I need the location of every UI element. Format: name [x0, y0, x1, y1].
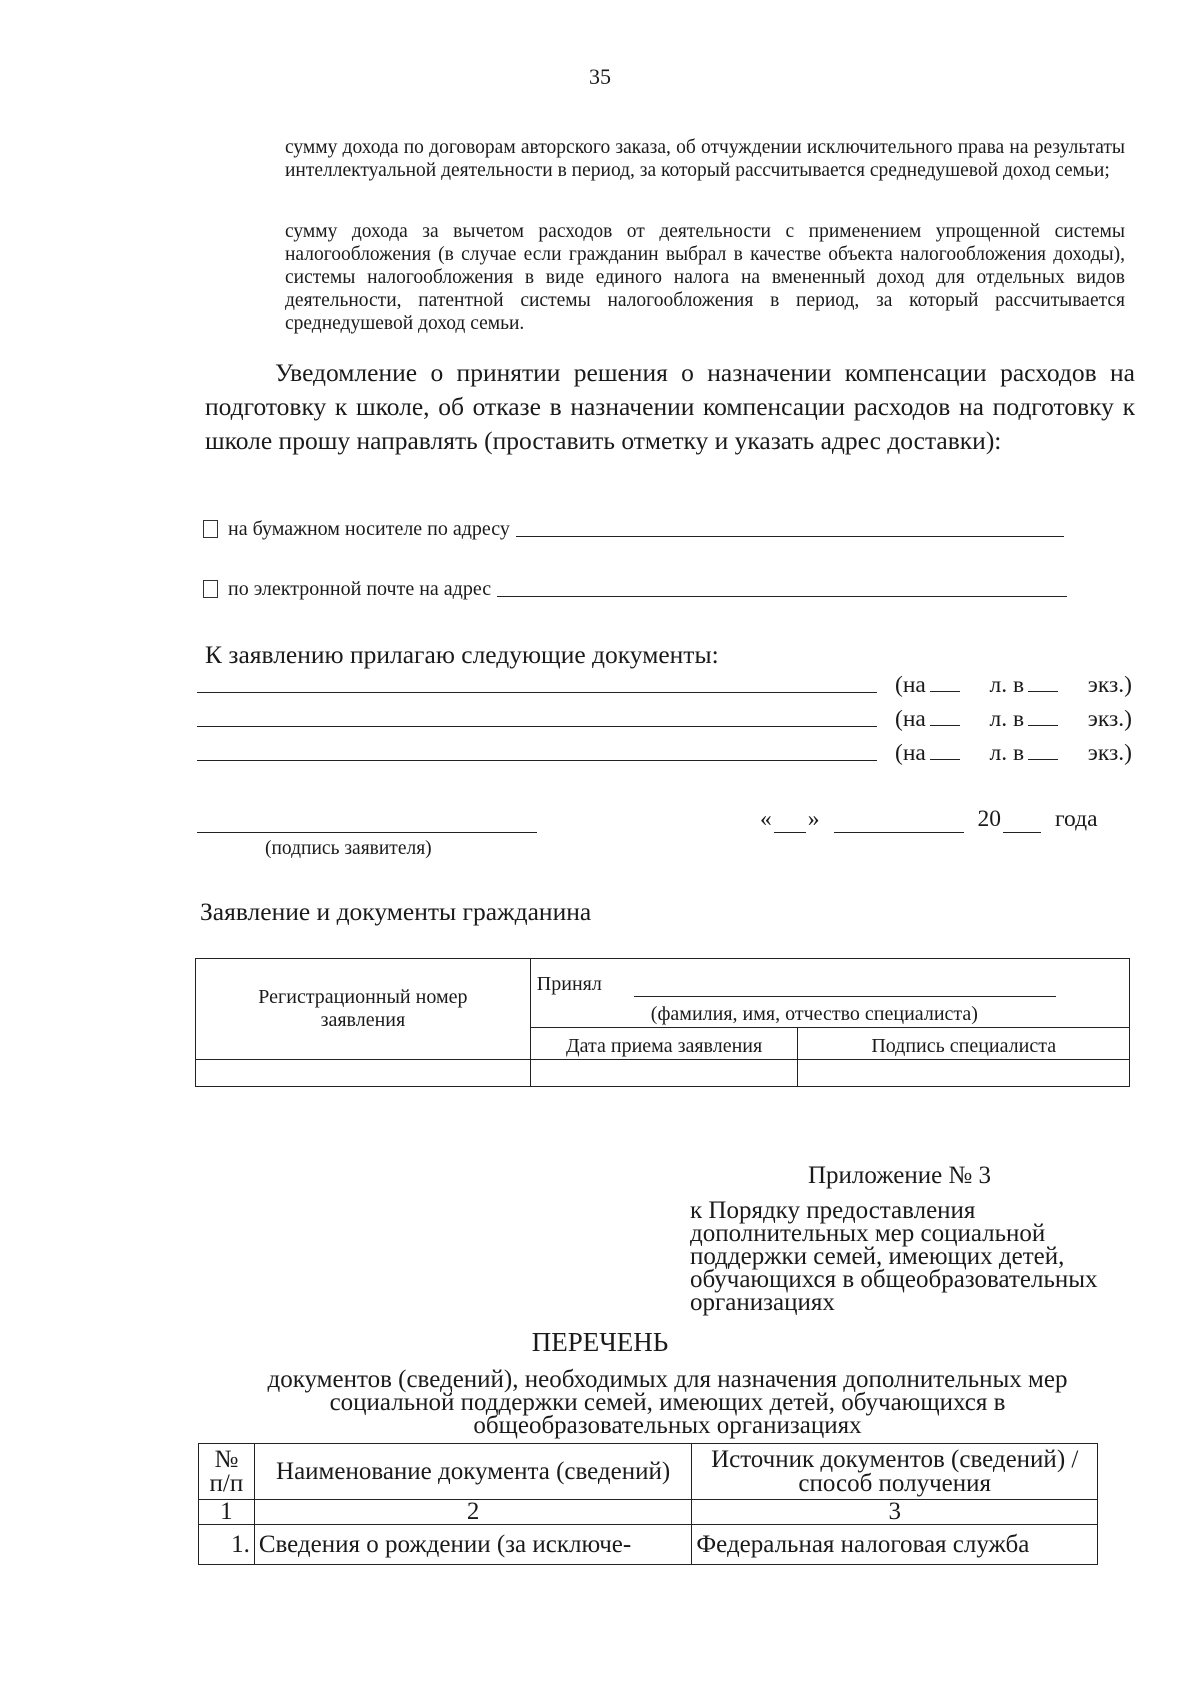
- appendix-block: [690, 1164, 1150, 1314]
- notification-paragraph: [205, 356, 1135, 458]
- row-document-name: Сведения о рождении (за исключе-: [254, 1525, 692, 1565]
- notification-text: Уведомление о принятии решения о назначении компенсации расходов на подготовку к школе, об отказе в назначении компенсации расходов на подготовку к школе прошу направлять (проставить отметку и указать адрес доставки):: [205, 358, 1135, 455]
- attachments-heading: К заявлению прилагаю следующие документы:: [205, 640, 719, 669]
- date-year-suffix: года: [1055, 806, 1098, 832]
- email-delivery-label: по электронной почте на адрес: [228, 578, 492, 600]
- document-list-subtitle: документов (сведений), необходимых для назначения дополнительных мер социальной поддержки семей, имеющих детей, обучающихся в общеобразовательных организациях: [267, 1366, 1068, 1439]
- attachment-document-field[interactable]: [197, 691, 877, 693]
- page-number: 35: [589, 64, 611, 89]
- paper-address-field[interactable]: [516, 535, 1064, 537]
- specialist-signature-value[interactable]: [798, 1060, 1130, 1087]
- attachment-copies-field[interactable]: [1028, 741, 1058, 760]
- attachment-copies-label: экз.): [1087, 706, 1132, 732]
- date-quote-close: »: [807, 806, 820, 832]
- reg-number-label: Регистрационный номер заявления: [258, 986, 468, 1031]
- email-address-field[interactable]: [497, 595, 1067, 597]
- reg-number-header: [196, 959, 531, 1060]
- accepted-label: Принял: [536, 973, 602, 995]
- delivery-option-email: [203, 578, 1067, 601]
- applicant-signature-field[interactable]: [197, 832, 537, 833]
- date-row: [760, 806, 1098, 833]
- date-year-field[interactable]: [1003, 812, 1041, 833]
- attachment-pages-field[interactable]: [930, 741, 960, 760]
- attachment-row: [197, 740, 1132, 767]
- income-item-text: сумму дохода за вычетом расходов от деятельности с применением упрощенной системы налогообложения (в случае если гражданин выбрал в качестве объекта налогообложения доходы), системы налогообложения в виде единого налога на вмененный доход для отдельных видов деятельности, патентной системы налогообложения в период, за который рассчитывается среднедушевой доход семьи.: [285, 221, 1125, 334]
- attachment-copies-field[interactable]: [1028, 707, 1058, 726]
- column-header-number: № п/п: [199, 1444, 255, 1500]
- column-number: 1: [199, 1500, 255, 1525]
- attachment-pages-field[interactable]: [930, 707, 960, 726]
- date-received-header: [530, 1028, 798, 1060]
- attachment-open: (на: [895, 672, 926, 698]
- attachment-copies-field[interactable]: [1028, 673, 1058, 692]
- attachment-pages-label: л. в: [989, 740, 1025, 766]
- date-day-field[interactable]: [774, 812, 806, 833]
- accepted-cell: [530, 959, 1129, 1028]
- delivery-option-paper: [203, 518, 1064, 541]
- applicant-signature-caption: (подпись заявителя): [265, 838, 432, 859]
- registration-table: [195, 958, 1130, 1087]
- income-item-2: [285, 220, 1125, 335]
- appendix-subtitle: к Порядку предоставления дополнительных мер социальной поддержки семей, имеющих детей, обучающихся в общеобразовательных организациях: [690, 1197, 1098, 1316]
- date-month-field[interactable]: [834, 812, 964, 833]
- date-quote-open: «: [760, 806, 772, 832]
- attachment-pages-label: л. в: [989, 672, 1025, 698]
- attachment-row: [197, 706, 1132, 733]
- document-list-table: [198, 1443, 1098, 1565]
- paper-delivery-label: на бумажном носителе по адресу: [228, 518, 510, 540]
- attachment-row: [197, 672, 1132, 699]
- attachment-open: (на: [895, 740, 926, 766]
- date-received-label: Дата приема заявления: [566, 1035, 763, 1057]
- attachment-pages-field[interactable]: [930, 673, 960, 692]
- date-year-prefix: 20: [977, 806, 1001, 832]
- attachment-document-field[interactable]: [197, 759, 877, 761]
- date-received-value[interactable]: [530, 1060, 798, 1087]
- citizen-docs-heading: Заявление и документы гражданина: [200, 897, 592, 926]
- specialist-signature-label: Подпись специалиста: [871, 1035, 1057, 1057]
- row-number: 1.: [199, 1525, 255, 1565]
- email-delivery-checkbox[interactable]: [203, 580, 218, 598]
- specialist-signature-header: [798, 1028, 1130, 1060]
- attachment-open: (на: [895, 706, 926, 732]
- specialist-name-caption: (фамилия, имя, отчество специалиста): [650, 1003, 978, 1025]
- income-item-text: сумму дохода по договорам авторского заказа, об отчуждении исключительного права на результаты интеллектуальной деятельности в период, за который рассчитывается среднедушевой доход семьи;: [285, 137, 1125, 181]
- reg-number-value[interactable]: [196, 1060, 531, 1087]
- column-header-source: Источник документов (сведений) / способ получения: [692, 1444, 1098, 1500]
- column-header-name: Наименование документа (сведений): [254, 1444, 692, 1500]
- attachment-copies-label: экз.): [1087, 672, 1132, 698]
- paper-delivery-checkbox[interactable]: [203, 520, 218, 538]
- income-item-1: [285, 136, 1125, 182]
- document-list-title: ПЕРЕЧЕНЬ: [531, 1327, 669, 1357]
- attachment-copies-label: экз.): [1087, 740, 1132, 766]
- attachment-document-field[interactable]: [197, 725, 877, 727]
- column-number: 2: [254, 1500, 692, 1525]
- column-number: 3: [692, 1500, 1098, 1525]
- attachment-pages-label: л. в: [989, 706, 1025, 732]
- table-row: [199, 1525, 1098, 1565]
- row-document-source: Федеральная налоговая служба: [692, 1525, 1098, 1565]
- specialist-name-field[interactable]: [634, 996, 1056, 997]
- appendix-title: Приложение № 3: [808, 1162, 992, 1189]
